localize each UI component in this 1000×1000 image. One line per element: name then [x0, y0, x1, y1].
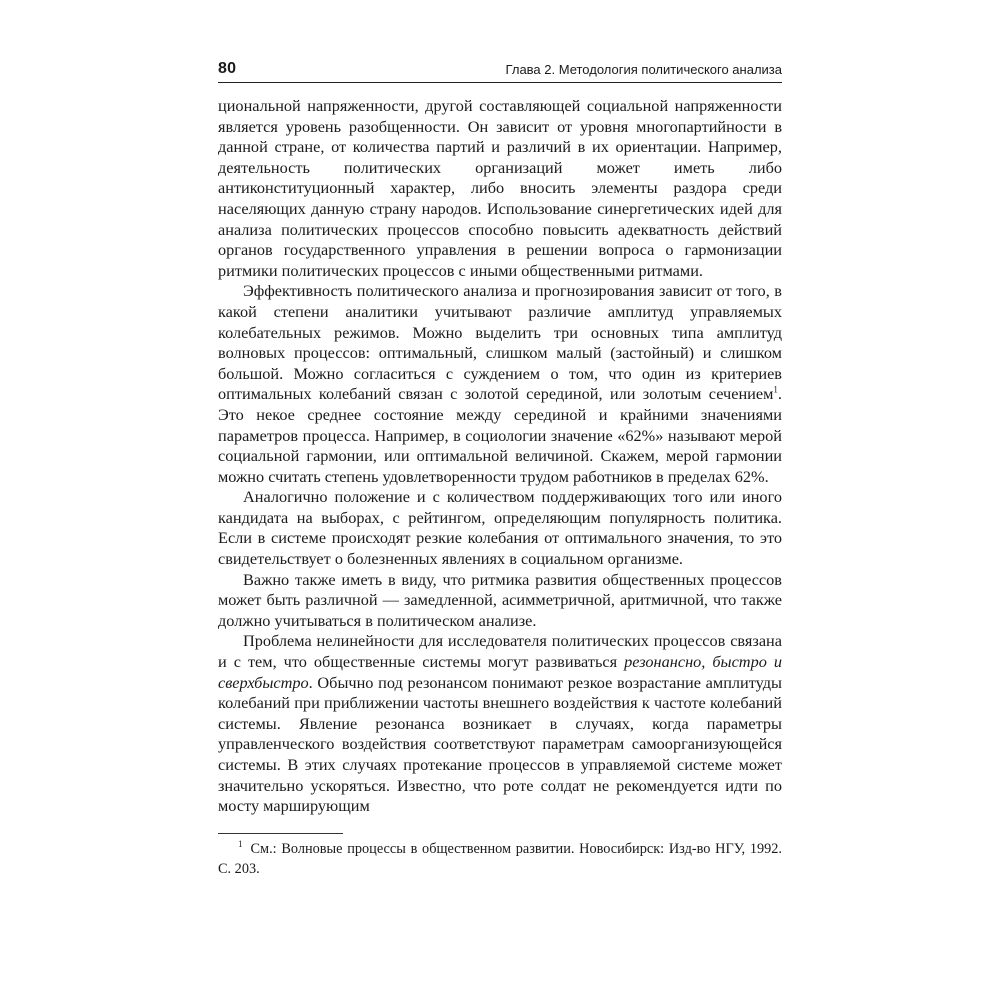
paragraph-2 [218, 281, 782, 487]
book-page [218, 58, 782, 958]
paragraph-2-text-a: Эффективность политического анализа и прогнозирования зависит от того, в какой степени аналитики учитывают различие амплитуд управляемых колебательных режимов. Можно выделить три основных типа амплитуд волновых процессов: оптимальный, слишком малый (застойный) и слишком большой. Можно согласиться с суждением о том, что один из критериев оптимальных колебаний связан с золотой серединой, или золотым сечением [218, 281, 782, 404]
paragraph-3: Аналогично положение и с количеством поддерживающих того или иного кандидата на выборах, с рейтингом, определяющим популярность политика. Если в системе происходят резкие колебания от оптимального значения, то это свидетельствует о болезненных явлениях в социальном организме. [218, 487, 782, 569]
chapter-title: Глава 2. Методология политического анализа [505, 62, 782, 77]
paragraph-5 [218, 631, 782, 816]
footnote [218, 839, 782, 879]
footnote-divider [218, 833, 343, 834]
footnote-reference: 1 [773, 384, 778, 395]
footnote-text: См.: Волновые процессы в общественном развитии. Новосибирск: Изд-во НГУ, 1992. С. 203. [218, 840, 782, 877]
body-text [218, 96, 782, 817]
paragraph-4: Важно также иметь в виду, что ритмика развития общественных процессов может быть различной — замедленной, асимметричной, аритмичной, что также должно учитываться в политическом анализе. [218, 569, 782, 630]
paragraph-2-text-b: . Это некое среднее состояние между серединой и крайними значениями параметров процесса. Например, в социологии значение «62%» называют мерой социальной гармонии, или оптимальной величиной. Скажем, мерой гармонии можно считать степень удовлетворенности трудом работников в пределах 62%. [218, 384, 782, 486]
paragraph-5-text-b: . Обычно под резонансом понимают резкое возрастание амплитуды колебаний при приближении частоты внешнего воздействия к частоте колебаний системы. Явление резонанса возникает в случаях, когда параметры управленческого воздействия соответствуют параметрам самоорганизующейся системы. В этих случаях протекание процессов в управляемой системе может значительно ускоряться. Известно, что роте солдат не рекомендуется идти по мосту марширующим [218, 672, 782, 816]
footnote-mark [218, 839, 251, 859]
footnote-number: 1 [238, 839, 243, 850]
running-header [218, 58, 782, 83]
italic-emphasis: резонансно, быстро и сверхбыстро [218, 652, 782, 692]
page-number: 80 [218, 60, 237, 77]
paragraph-5-text-a: Проблема нелинейности для исследователя политических процессов связана и с тем, что общественные системы могут развиваться [218, 631, 782, 672]
paragraph-1: циональной напряженности, другой составляющей социальной напряженности является уровень разобщенности. Он зависит от уровня многопартийности в данной стране, от количества партий и различий в их ориентации. Например, деятельность политических организаций может иметь либо антиконституционный характер, либо вносить элементы раздора среди населяющих данную страну народов. Использование синергетических идей для анализа политических процессов способно повысить адекватность действий органов государственного управления в решении вопроса о гармонизации ритмики политических процессов с иными общественными ритмами. [218, 96, 782, 280]
